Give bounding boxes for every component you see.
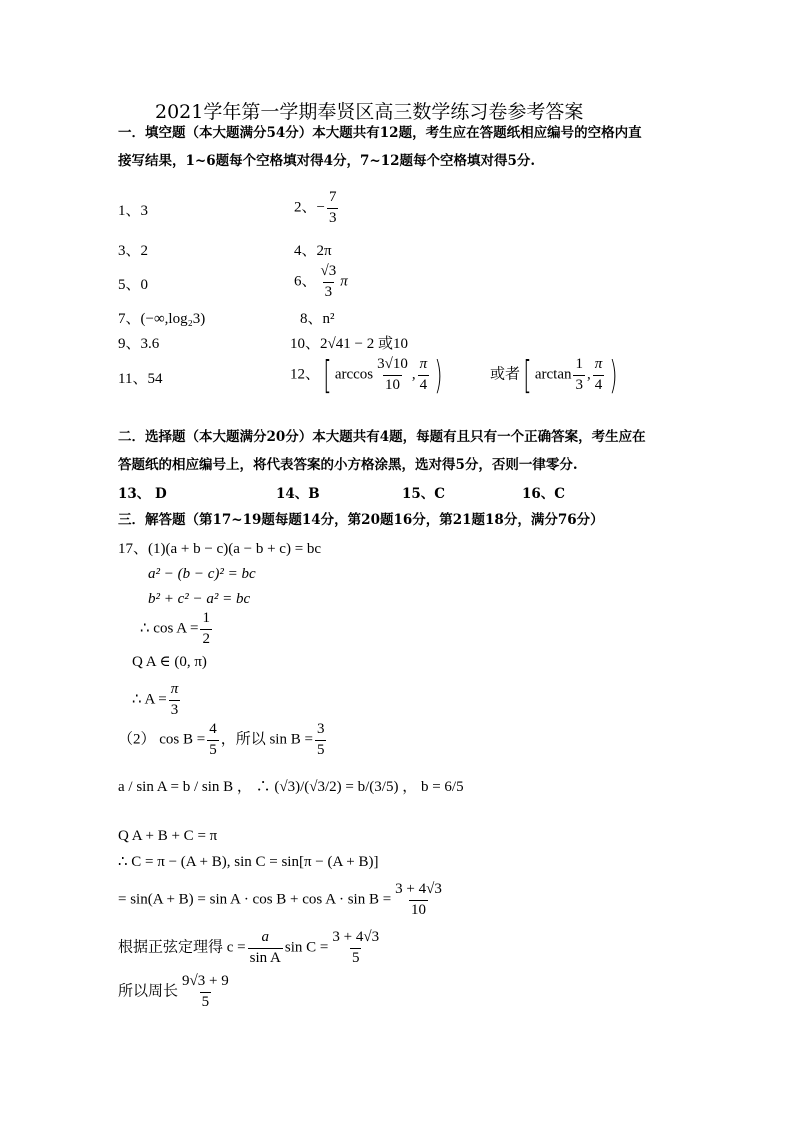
- solution-line-10: ∴ C = π − (A + B), sin C = sin[π − (A + B)]: [118, 854, 379, 870]
- solution-line-5: Q A ∈ (0, π): [132, 654, 207, 670]
- page-title: 2021学年第一学期奉贤区高三数学练习卷参考答案: [155, 101, 584, 123]
- answer-3: 3、2: [118, 243, 149, 259]
- solution-line-2: a² − (b − c)² = bc: [148, 566, 256, 582]
- choice-15: 15、C: [402, 486, 446, 502]
- solution-line-11: = sin(A + B) = sin A · cos B + cos A · sin B = $\frac{3 + 4√3}{10}$: [118, 881, 442, 918]
- answer-7: 7、(−∞,log₂3): [118, 311, 206, 327]
- answer-10: 10、2√41 − 2 或10: [290, 336, 408, 352]
- choice-16: 16、C: [522, 486, 566, 502]
- section-2-heading-cont: 答题纸的相应编号上，将代表答案的小方格涂黑，选对得5分，否则一律零分.: [118, 457, 578, 473]
- answer-2: 2、− $\frac{7}{3}$: [294, 189, 337, 226]
- solution-line-8: a / sin A = b / sin B ， ∴ (√3)/(√3/2) = b/(3/5) ， b = 6/5: [118, 779, 464, 795]
- answer-12: 12、[ arccos $\frac{3√10}{10}$ , $\frac{\pi}{4}$ ): [290, 353, 443, 397]
- section-1-heading-cont: 接写结果，1~6题每个空格填对得4分，7~12题每个空格填对得5分.: [118, 153, 536, 169]
- solution-line-6: ∴ A = $\frac{\pi}{3}$: [132, 681, 179, 718]
- solution-line-13: 所以周长 $\frac{9√3 + 9}{5}$: [118, 973, 229, 1010]
- answer-4: 4、2π: [294, 243, 332, 259]
- answer-12-alt: 或者[ arctan $\frac{1}{3}$ , $\frac{\pi}{4}$ ): [490, 353, 618, 397]
- choice-13: 13、 D: [118, 486, 167, 502]
- solution-line-4: ∴ cos A = $\frac{1}{2}$: [140, 610, 210, 647]
- answer-6: 6、 $\frac{√3}{3}$ π: [294, 263, 348, 300]
- solution-line-7: （2） cos B = $\frac{4}{5}$ ，所以 sin B = $\frac{3}{5}$: [118, 721, 325, 758]
- section-3-heading: 三．解答题（第17~19题每题14分，第20题16分，第21题18分，满分76分）: [118, 512, 604, 528]
- section-1-heading: 一．填空题（本大题满分54分）本大题共有12题，考生应在答题纸相应编号的空格内直: [118, 125, 642, 141]
- solution-line-9: Q A + B + C = π: [118, 828, 218, 844]
- solution-line-3: b² + c² − a² = bc: [148, 591, 251, 607]
- solution-line-1: 17、(1)(a + b − c)(a − b + c) = bc: [118, 541, 322, 557]
- answer-9: 9、3.6: [118, 336, 160, 352]
- solution-line-12: 根据正弦定理得 c = $\frac{a}{\text{sin A}}$ sin C = $\frac{3 + 4√3}{5}$: [118, 929, 380, 966]
- answer-1: 1、3: [118, 203, 149, 219]
- answer-11: 11、54: [118, 371, 163, 387]
- choice-14: 14、B: [276, 486, 320, 502]
- section-2-heading: 二．选择题（本大题满分20分）本大题共有4题，每题有且只有一个正确答案，考生应在: [118, 429, 646, 445]
- answer-5: 5、0: [118, 277, 149, 293]
- answer-8: 8、n²: [300, 311, 335, 327]
